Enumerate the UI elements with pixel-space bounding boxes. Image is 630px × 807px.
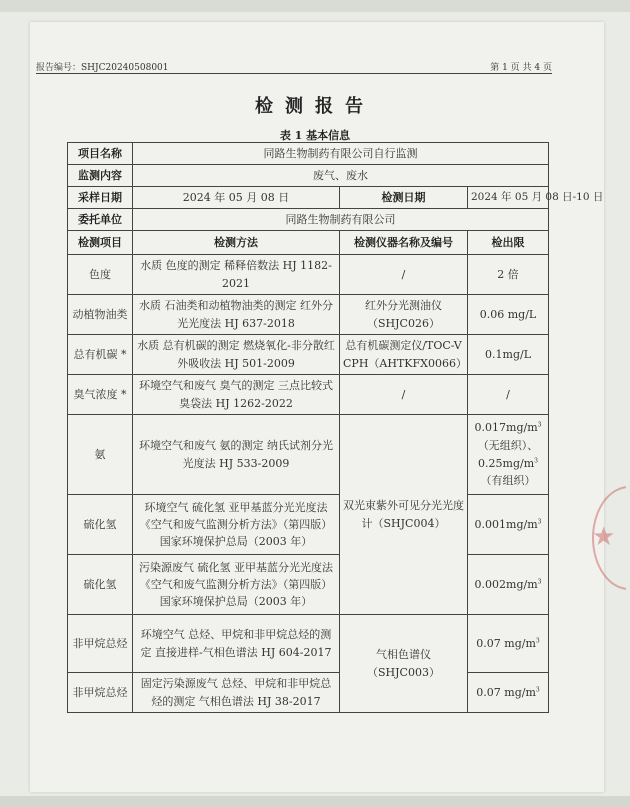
- instrument-cell: 总有机碳测定仪/TOC-VCPH（AHTKFX0066）: [340, 335, 468, 375]
- table-row: [68, 375, 549, 415]
- content-value: 废气、废水: [133, 165, 549, 187]
- superscript: 3: [535, 637, 540, 645]
- method-cell: 环境空气和废气 氨的测定 纳氏试剂分光光度法 HJ 533-2009: [133, 415, 340, 495]
- limit-cell: [468, 615, 549, 673]
- test-date-label: 检测日期: [340, 187, 468, 209]
- column-header: 检测仪器名称及编号: [340, 231, 468, 255]
- seal-star-icon: ★: [592, 522, 616, 552]
- instrument-cell: 气相色谱仪（SHJC003）: [340, 615, 468, 713]
- item-cell: 总有机碳 *: [68, 335, 133, 375]
- limit-line: （有组织）: [480, 474, 536, 488]
- limit-cell: 2 倍: [468, 255, 549, 295]
- limit-cell: 0.06 mg/L: [468, 295, 549, 335]
- official-seal: [586, 482, 626, 592]
- column-header: 检测项目: [68, 231, 133, 255]
- instrument-cell: /: [340, 375, 468, 415]
- column-header: 检测方法: [133, 231, 340, 255]
- bottom-shadow: [0, 796, 630, 807]
- table-row: [68, 295, 549, 335]
- table-row: [68, 555, 549, 615]
- method-cell: 水质 总有机碳的测定 燃烧氧化-非分散红外吸收法 HJ 501-2009: [133, 335, 340, 375]
- report-title: 检测报告: [255, 96, 375, 117]
- project-name-label: 项目名称: [68, 143, 133, 165]
- limit-value: 0.002mg/m: [474, 577, 538, 591]
- table-row: [68, 209, 549, 231]
- content-label: 监测内容: [68, 165, 133, 187]
- report-number: 报告编号：SHJC20240508001: [36, 63, 169, 73]
- method-cell: 水质 石油类和动植物油类的测定 红外分光光度法 HJ 637-2018: [133, 295, 340, 335]
- limit-line: 0.25mg/m: [478, 456, 535, 470]
- superscript: 3: [537, 421, 542, 429]
- sampling-date-label: 采样日期: [68, 187, 133, 209]
- table-row: [68, 143, 549, 165]
- limit-value: 0.07 mg/m: [476, 636, 536, 650]
- item-cell: 动植物油类: [68, 295, 133, 335]
- client-value: 同路生物制药有限公司: [133, 209, 549, 231]
- basic-info-table: [67, 142, 604, 713]
- header-divider: [36, 73, 552, 74]
- client-label: 委托单位: [68, 209, 133, 231]
- table-row: [68, 335, 549, 375]
- item-cell: 氨: [68, 415, 133, 495]
- method-cell: 环境空气和废气 臭气的测定 三点比较式臭袋法 HJ 1262-2022: [133, 375, 340, 415]
- limit-cell: [468, 415, 549, 495]
- limit-line: （无组织）、: [477, 438, 539, 452]
- table-header-row: [68, 231, 549, 255]
- method-cell: 固定污染源废气 总烃、甲烷和非甲烷总烃的测定 气相色谱法 HJ 38-2017: [133, 673, 340, 713]
- table-row: [68, 615, 549, 673]
- table-row: [68, 495, 549, 555]
- instrument-cell: /: [340, 255, 468, 295]
- item-cell: 硫化氢: [68, 555, 133, 615]
- page-info: 第 1 页 共 4 页: [490, 63, 552, 73]
- table-row: [68, 673, 549, 713]
- limit-cell: /: [468, 375, 549, 415]
- superscript: 3: [535, 686, 540, 694]
- limit-cell: [468, 673, 549, 713]
- method-cell: 水质 色度的测定 稀释倍数法 HJ 1182-2021: [133, 255, 340, 295]
- superscript: 3: [537, 518, 542, 526]
- instrument-cell: 红外分光测油仪 （SHJC026）: [340, 295, 468, 335]
- limit-cell: [468, 495, 549, 555]
- item-cell: 臭气浓度 *: [68, 375, 133, 415]
- superscript: 3: [534, 456, 538, 464]
- table-row: [68, 415, 549, 495]
- item-cell: 非甲烷总烃: [68, 615, 133, 673]
- instrument-cell: 双光束紫外可见分光光度计（SHJC004）: [340, 415, 468, 615]
- item-cell: 色度: [68, 255, 133, 295]
- table-row: [68, 255, 549, 295]
- sampling-date-value: 2024 年 05 月 08 日: [133, 187, 340, 209]
- top-border: [0, 0, 630, 12]
- superscript: 3: [537, 578, 542, 586]
- limit-line: 0.017mg/m: [474, 421, 538, 435]
- table-caption: 表 1 基本信息: [279, 129, 351, 142]
- limit-cell: 0.1mg/L: [468, 335, 549, 375]
- project-name-value: 同路生物制药有限公司自行监测: [133, 143, 549, 165]
- test-date-value: 2024 年 05 月 08 日-10 日: [468, 187, 549, 209]
- item-cell: 非甲烷总烃: [68, 673, 133, 713]
- method-cell: 环境空气 总烃、甲烷和非甲烷总烃的测定 直接进样-气相色谱法 HJ 604-2017: [133, 615, 340, 673]
- limit-value: 0.07 mg/m: [476, 685, 536, 699]
- column-header: 检出限: [468, 231, 549, 255]
- table-row: [68, 165, 549, 187]
- limit-value: 0.001mg/m: [474, 517, 538, 531]
- method-cell: 环境空气 硫化氢 亚甲基蓝分光光度法《空气和废气监测分析方法》（第四版）国家环境保护总局（2003 年）: [133, 495, 340, 555]
- item-cell: 硫化氢: [68, 495, 133, 555]
- method-cell: 污染源废气 硫化氢 亚甲基蓝分光光度法《空气和废气监测分析方法》（第四版）国家环境保护总局（2003 年）: [133, 555, 340, 615]
- table-row: [68, 187, 549, 209]
- limit-cell: [468, 555, 549, 615]
